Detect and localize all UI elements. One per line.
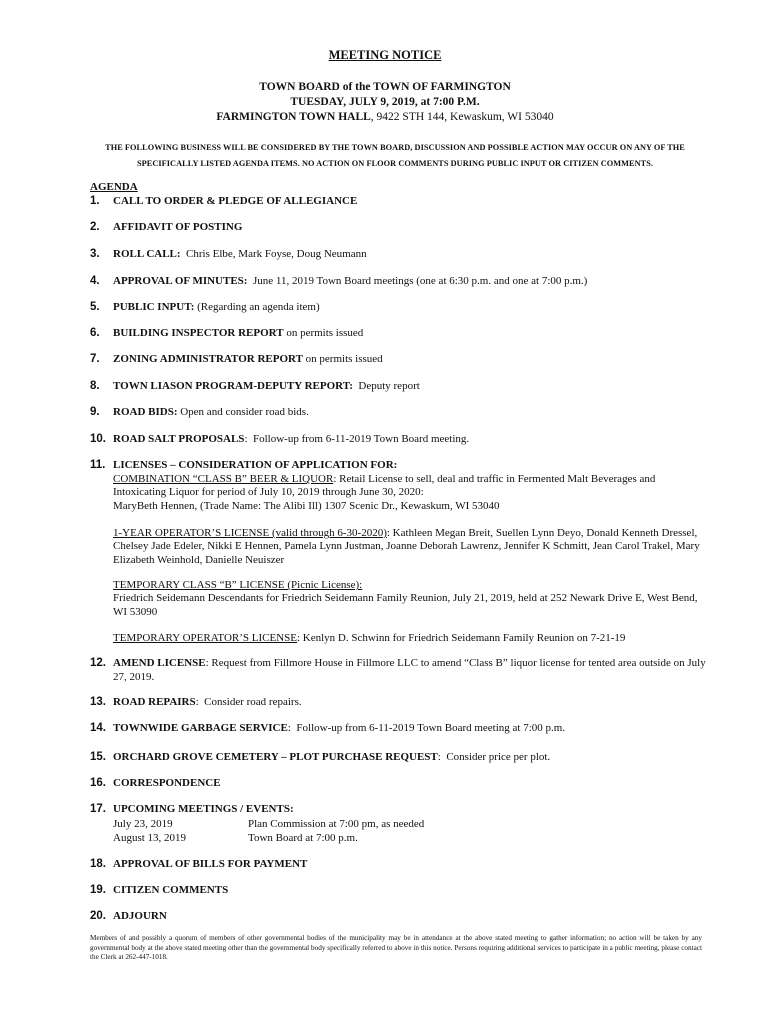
meeting-event: Plan Commission at 7:00 pm, as needed — [248, 818, 425, 830]
item-text: (Regarding an agenda item) — [194, 301, 320, 313]
item-number: 13. — [90, 696, 106, 708]
item-number: 5. — [90, 301, 100, 313]
meeting-date: July 23, 2019 — [113, 818, 173, 830]
license-combination-text: : Retail License to sell, deal and traffic in Fermented Malt Beverages and Intoxicating Liquor for period of July 10, 2019 through June 30, 2020: — [113, 473, 656, 499]
license-operator-heading: 1-YEAR OPERATOR’S LICENSE (valid through 6-30-2020) — [113, 527, 387, 539]
header-line-date: TUESDAY, JULY 9, 2019, at 7:00 P.M. — [290, 96, 480, 108]
item-number: 12. — [90, 657, 106, 669]
agenda-item — [90, 777, 710, 791]
license-temporary-operator — [113, 632, 708, 645]
item-text: : Consider road repairs. — [195, 696, 302, 708]
header-line-board: TOWN BOARD of the TOWN OF FARMINGTON — [259, 81, 511, 93]
agenda-item — [90, 910, 710, 924]
item-number: 8. — [90, 380, 100, 392]
item-number: 6. — [90, 327, 100, 339]
license-combination — [113, 473, 708, 513]
license-temporary-class-b — [113, 579, 708, 619]
item-number: 1. — [90, 195, 100, 207]
item-heading: ORCHARD GROVE CEMETERY – PLOT PURCHASE REQUEST — [113, 751, 438, 763]
meeting-header — [0, 80, 770, 125]
item-text: : Consider price per plot. — [437, 751, 551, 763]
item-text: : Follow-up from 6-11-2019 Town Board meeting. — [244, 433, 470, 445]
meeting-date: August 13, 2019 — [113, 832, 187, 844]
item-heading: ROAD REPAIRS — [113, 696, 196, 708]
agenda-item — [90, 248, 710, 262]
header-line-location — [0, 110, 770, 125]
item-number: 15. — [90, 751, 106, 763]
agenda-item — [90, 406, 710, 420]
agenda-item — [90, 221, 710, 235]
item-text: June 11, 2019 Town Board meetings (one at 6:30 p.m. and one at 7:00 p.m.) — [247, 275, 588, 287]
license-temp-b-heading: TEMPORARY CLASS “B” LICENSE (Picnic License): — [113, 579, 363, 591]
item-heading: AFFIDAVIT OF POSTING — [113, 221, 243, 233]
agenda-item-upcoming-meetings — [90, 803, 710, 817]
item-heading: ROLL CALL: — [113, 248, 181, 260]
item-heading: TOWNWIDE GARBAGE SERVICE — [113, 722, 288, 734]
agenda-item — [90, 195, 710, 209]
license-temp-b-text: Friedrich Seidemann Descendants for Friedrich Seidemann Family Reunion, July 21, 2019, held at 252 Newark Drive E, West Bend, WI 53090 — [113, 592, 698, 618]
item-number: 3. — [90, 248, 100, 260]
meeting-row — [113, 818, 424, 832]
agenda-item — [90, 657, 710, 684]
license-temp-op-text: : Kenlyn D. Schwinn for Friedrich Seidemann Family Reunion on 7-21-19 — [296, 632, 626, 644]
item-number: 7. — [90, 353, 100, 365]
item-text: on permits issued — [302, 353, 383, 365]
location-address: , 9422 STH 144, Kewaskum, WI 53040 — [370, 111, 554, 123]
business-notice: THE FOLLOWING BUSINESS WILL BE CONSIDERED BY THE TOWN BOARD, DISCUSSION AND POSSIBLE ACTION MAY OCCUR ON ANY OF THE SPECIFICALLY LISTED AGENDA ITEMS. NO ACTION ON FLOOR COMMENTS DURING PUBLIC INPUT OR CITIZEN COMMENTS. — [105, 143, 685, 168]
item-number: 19. — [90, 884, 106, 896]
item-heading: APPROVAL OF BILLS FOR PAYMENT — [113, 858, 308, 870]
agenda-item — [90, 858, 710, 872]
item-text: Open and consider road bids. — [177, 406, 309, 418]
item-number: 4. — [90, 275, 100, 287]
agenda-item — [90, 884, 710, 898]
item-number: 20. — [90, 910, 106, 922]
item-text: : Follow-up from 6-11-2019 Town Board meeting at 7:00 p.m. — [287, 722, 566, 734]
license-operator-text: : Kathleen Megan Breit, Suellen Lynn Deyo, Donald Kenneth Dressel, Chelsey Jade Edeler, Nikki E Hennen, Pamela Lynn Justman, Joanne Deborah Lawrenz, Jennifer K Schmitt, Jean Carol Trakel, Mary Elizabeth Weinhold, Danielle Neuiszer — [113, 527, 700, 566]
item-number: 2. — [90, 221, 100, 233]
agenda-item — [90, 353, 710, 367]
item-text: Deputy report — [352, 380, 420, 392]
item-heading: APPROVAL OF MINUTES: — [113, 275, 248, 287]
agenda-item — [90, 275, 710, 289]
item-heading: CITIZEN COMMENTS — [113, 884, 229, 896]
item-heading: ZONING ADMINISTRATOR REPORT — [113, 353, 303, 365]
item-number: 10. — [90, 433, 106, 445]
meeting-row — [113, 832, 358, 846]
item-text: Chris Elbe, Mark Foyse, Doug Neumann — [180, 248, 367, 260]
agenda-item — [90, 433, 710, 447]
agenda-item — [90, 722, 710, 736]
item-heading: BUILDING INSPECTOR REPORT — [113, 327, 284, 339]
item-heading: TOWN LIASON PROGRAM-DEPUTY REPORT: — [113, 380, 353, 392]
agenda-item — [90, 301, 710, 315]
meeting-event: Town Board at 7:00 p.m. — [248, 832, 358, 844]
license-combination-applicant: MaryBeth Hennen, (Trade Name: The Alibi Ill) 1307 Scenic Dr., Kewaskum, WI 53040 — [113, 499, 500, 512]
license-combination-heading: COMBINATION “CLASS B” BEER & LIQUOR — [113, 473, 334, 485]
item-heading: CALL TO ORDER & PLEDGE OF ALLEGIANCE — [113, 195, 358, 207]
agenda-item — [90, 751, 710, 765]
agenda-item — [90, 327, 710, 341]
document-title: MEETING NOTICE — [328, 48, 442, 62]
item-heading: CORRESPONDENCE — [113, 777, 221, 789]
item-text: on permits issued — [283, 327, 364, 339]
item-number: 18. — [90, 858, 106, 870]
agenda-item — [90, 380, 710, 394]
agenda-label: AGENDA — [90, 181, 138, 193]
location-name: FARMINGTON TOWN HALL — [216, 111, 371, 123]
item-number: 17. — [90, 803, 106, 815]
item-heading: ROAD BIDS: — [113, 406, 178, 418]
item-heading: UPCOMING MEETINGS / EVENTS: — [113, 803, 294, 815]
footer-disclaimer: Members of and possibly a quorum of members of other governmental bodies of the municipality may be in attendance at the above stated meeting to gather information; no action will be taken by any governmental body at the above stated meeting other than the governmental body specifically referred to above in this notice. Persons requiring additional services to participate in a public meeting, please contact the Clerk at 262-447-1018. — [90, 934, 702, 962]
item-number: 11. — [90, 459, 106, 471]
item-heading: LICENSES – CONSIDERATION OF APPLICATION FOR: — [113, 459, 398, 471]
item-text: : Request from Fillmore House in Fillmore LLC to amend “Class B” liquor license for tented area outside on July 27, 2019. — [113, 657, 706, 683]
item-heading: AMEND LICENSE — [113, 657, 206, 669]
item-heading: PUBLIC INPUT: — [113, 301, 195, 313]
item-number: 14. — [90, 722, 106, 734]
license-temp-op-heading: TEMPORARY OPERATOR’S LICENSE — [113, 632, 297, 644]
item-heading: ROAD SALT PROPOSALS — [113, 433, 245, 445]
license-operator — [113, 527, 708, 567]
agenda-item-licenses — [90, 459, 710, 473]
item-heading: ADJOURN — [113, 910, 167, 922]
agenda-item — [90, 696, 710, 710]
item-number: 9. — [90, 406, 100, 418]
item-number: 16. — [90, 777, 106, 789]
